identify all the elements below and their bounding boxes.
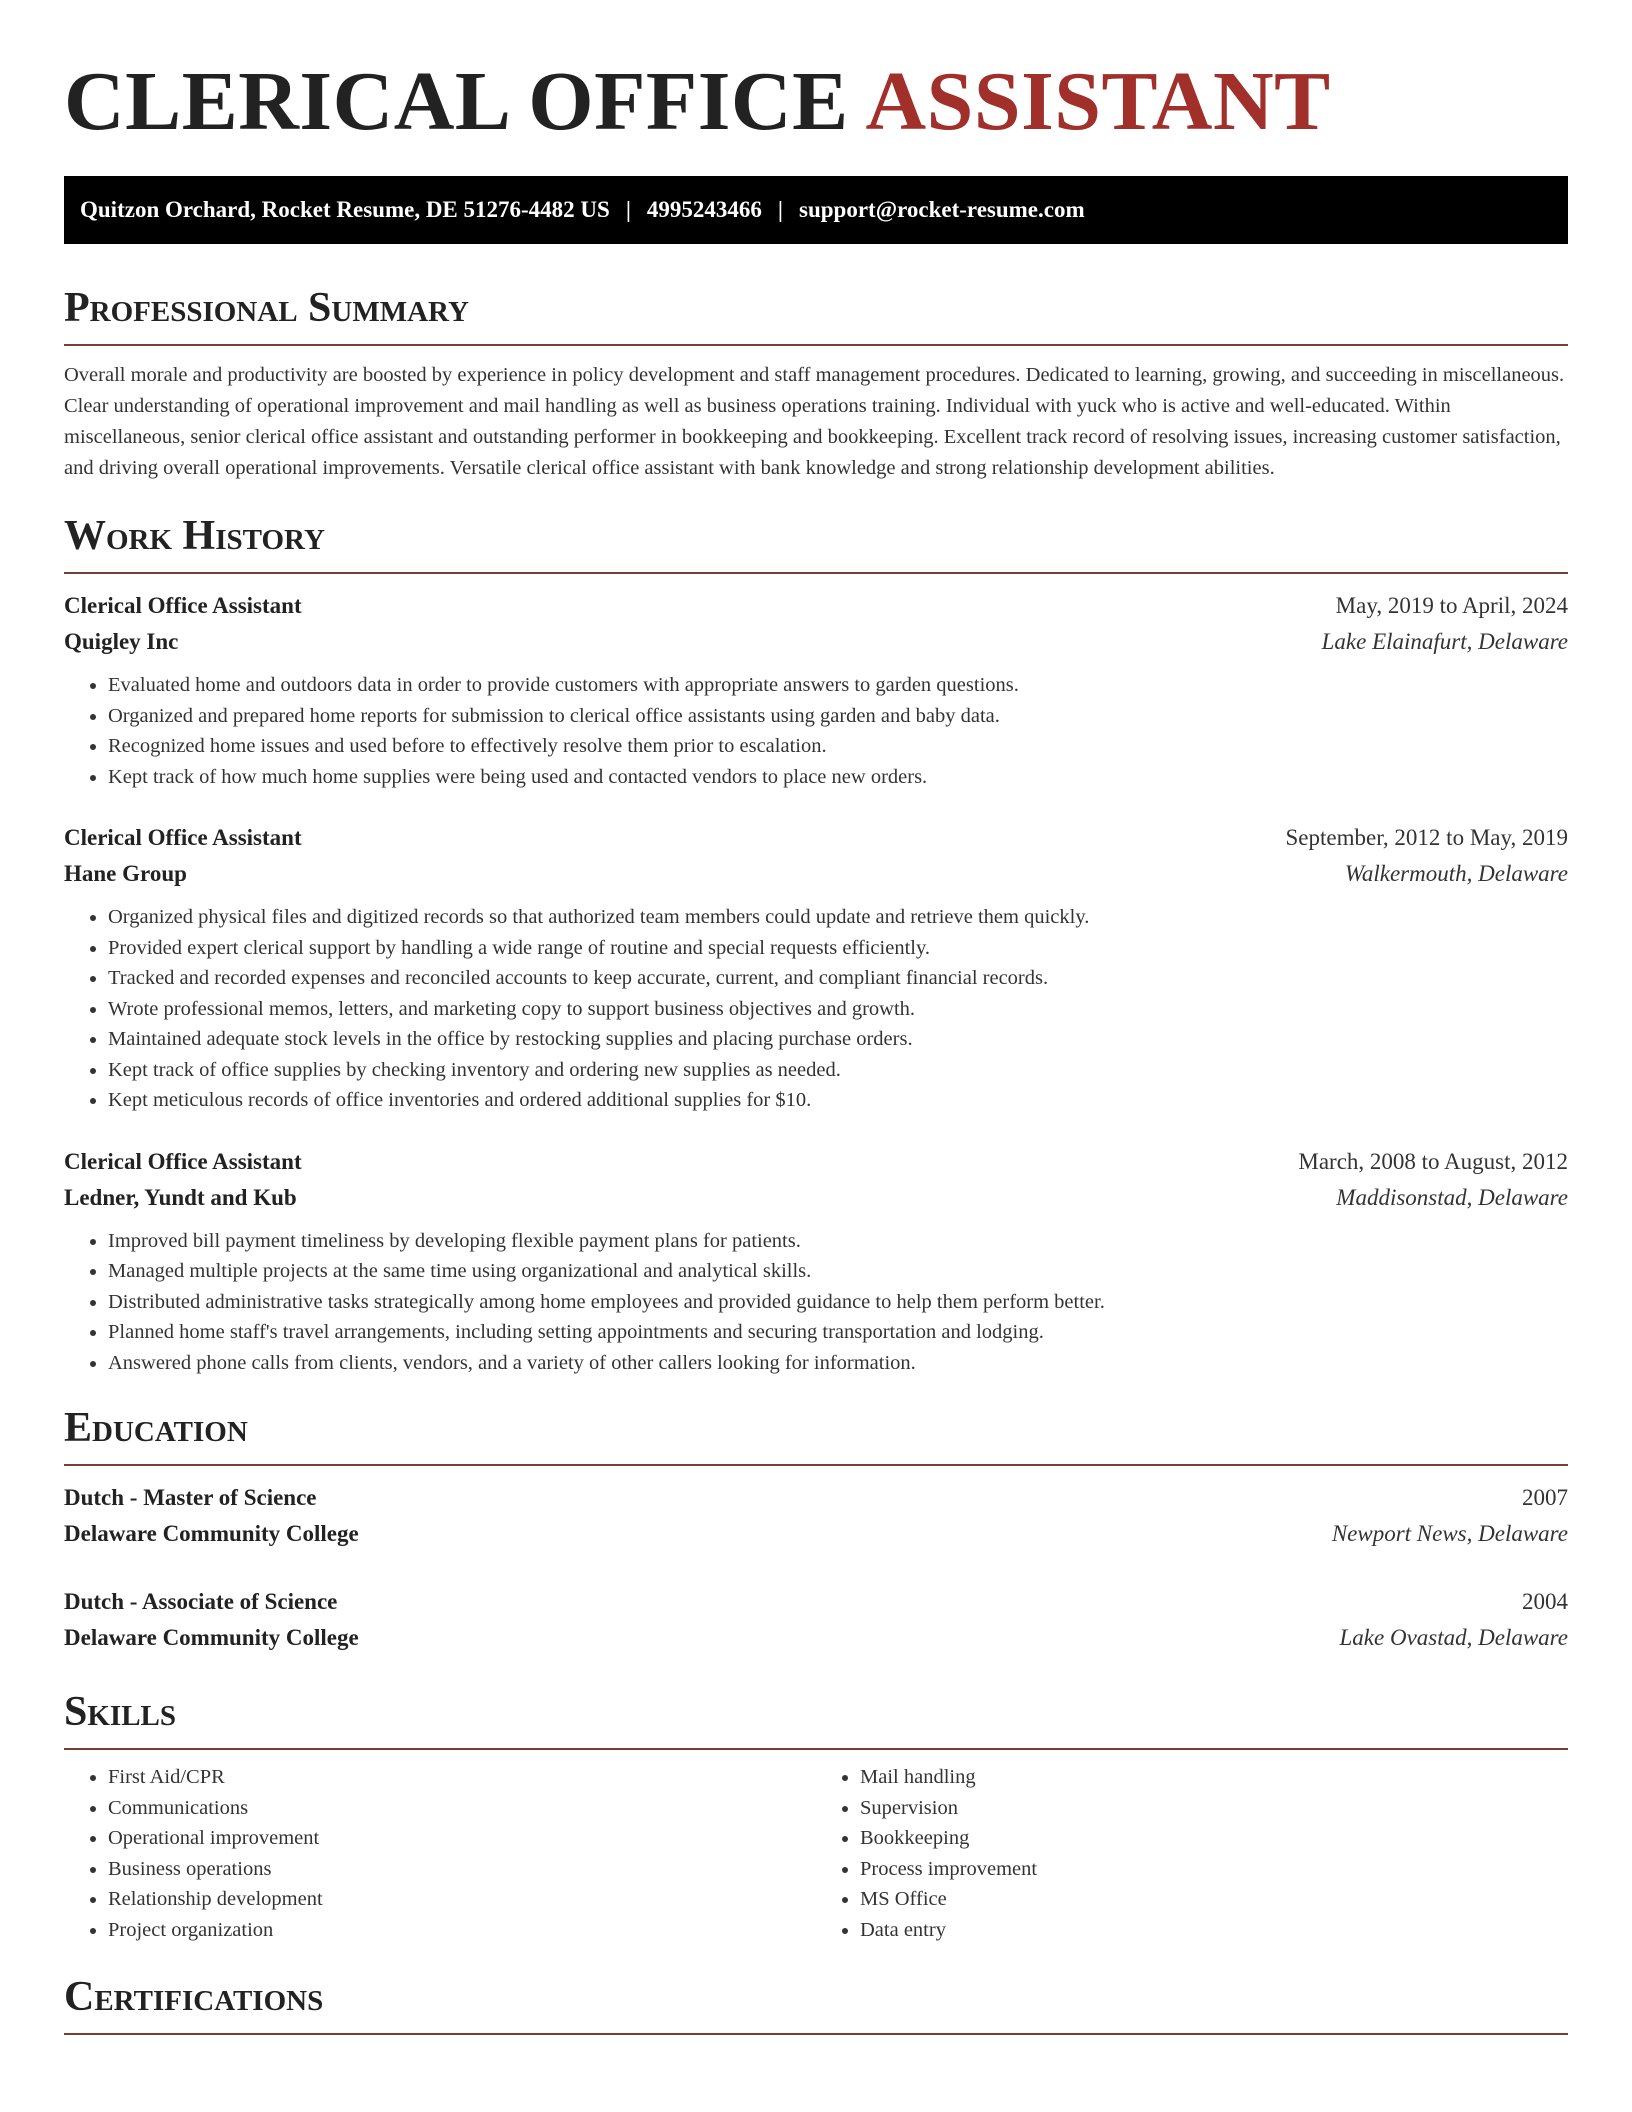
skill-item: • Mail handling [860, 1762, 1568, 1793]
job-bullet: • Kept track of how much home supplies were being used and contacted vendors to place new orders. [108, 762, 1568, 793]
resume-title [64, 0, 1568, 152]
education-location: Lake Ovastad, Delaware [1339, 1625, 1568, 1650]
job-bullets [64, 670, 1568, 792]
job-company-row [64, 856, 1568, 892]
skills-heading: Skills [64, 1684, 1568, 1750]
job-company: Quigley Inc [64, 629, 179, 654]
skill-item: • Supervision [860, 1793, 1568, 1824]
job-company: Hane Group [64, 861, 187, 886]
skills-list-left [64, 1762, 816, 1945]
skill-item: • Business operations [108, 1854, 816, 1885]
job-title-row [64, 588, 1568, 624]
job-title-row [64, 1144, 1568, 1180]
skill-item: • Process improvement [860, 1854, 1568, 1885]
certifications-heading: Certifications [64, 1969, 1568, 2035]
job-bullet: • Provided expert clerical support by handling a wide range of routine and special requests efficiently. [108, 933, 1568, 964]
job-company-row [64, 624, 1568, 660]
education-entry [64, 1584, 1568, 1656]
job-bullets [64, 1226, 1568, 1379]
job-location: Walkermouth, Delaware [1344, 861, 1568, 886]
education-degree-row [64, 1480, 1568, 1516]
job-title: Clerical Office Assistant [64, 1148, 302, 1174]
summary-heading: Professional Summary [64, 280, 1568, 346]
education-heading: Education [64, 1400, 1568, 1466]
work-history-heading: Work History [64, 508, 1568, 574]
job-bullet: • Recognized home issues and used before to effectively resolve them prior to escalation. [108, 731, 1568, 762]
job-dates: March, 2008 to August, 2012 [1298, 1148, 1568, 1174]
job-bullets [64, 902, 1568, 1116]
education-school: Delaware Community College [64, 1625, 359, 1650]
skill-item: • Bookkeeping [860, 1823, 1568, 1854]
job-title: Clerical Office Assistant [64, 593, 302, 618]
job-bullet: • Organized and prepared home reports for submission to clerical office assistants using garden and baby data. [108, 701, 1568, 732]
education-degree: Dutch - Associate of Science [64, 1589, 338, 1614]
contact-separator: | [777, 197, 783, 222]
skill-item: • Operational improvement [108, 1823, 816, 1854]
education-location: Newport News, Delaware [1331, 1521, 1568, 1546]
job-bullet: • Evaluated home and outdoors data in order to provide customers with appropriate answers to garden questions. [108, 670, 1568, 701]
skill-item: • First Aid/CPR [108, 1762, 816, 1793]
job-title-row [64, 820, 1568, 856]
job-bullet: • Improved bill payment timeliness by developing flexible payment plans for patients. [108, 1226, 1568, 1257]
education-school: Delaware Community College [64, 1521, 359, 1546]
job-bullet: • Kept meticulous records of office inventories and ordered additional supplies for $10. [108, 1085, 1568, 1116]
job-bullet: • Organized physical files and digitized records so that authorized team members could update and retrieve them quickly. [108, 902, 1568, 933]
job-bullet: • Answered phone calls from clients, vendors, and a variety of other callers looking for information. [108, 1348, 1568, 1379]
job-bullet: • Wrote professional memos, letters, and marketing copy to support business objectives and growth. [108, 994, 1568, 1025]
job-dates: September, 2012 to May, 2019 [1285, 825, 1568, 850]
contact-phone: 4995243466 [646, 197, 762, 222]
job-title: Clerical Office Assistant [64, 825, 302, 850]
job-location: Maddisonstad, Delaware [1336, 1184, 1568, 1210]
skill-item: • Communications [108, 1793, 816, 1824]
education-school-row [64, 1620, 1568, 1656]
skill-item: • Relationship development [108, 1884, 816, 1915]
job-entry [64, 820, 1568, 1116]
job-company: Ledner, Yundt and Kub [64, 1184, 297, 1210]
job-entry [64, 1144, 1568, 1379]
education-section [64, 1400, 1568, 1656]
job-bullet: • Kept track of office supplies by checking inventory and ordering new supplies as needed. [108, 1055, 1568, 1086]
job-location: Lake Elainafurt, Delaware [1321, 629, 1568, 654]
education-degree: Dutch - Master of Science [64, 1485, 317, 1510]
title-accent: ASSISTANT [865, 55, 1331, 148]
education-year: 2004 [1522, 1589, 1568, 1614]
job-bullet: • Managed multiple projects at the same time using organizational and analytical skills. [108, 1256, 1568, 1287]
job-bullet: • Maintained adequate stock levels in the office by restocking supplies and placing purchase orders. [108, 1024, 1568, 1055]
title-main: CLERICAL OFFICE [64, 55, 849, 148]
summary-section [64, 280, 1568, 484]
job-entry [64, 588, 1568, 792]
job-company-row [64, 1180, 1568, 1216]
contact-bar [64, 176, 1568, 244]
skill-item: • MS Office [860, 1884, 1568, 1915]
education-degree-row [64, 1584, 1568, 1620]
skill-item: • Project organization [108, 1915, 816, 1946]
contact-address: Quitzon Orchard, Rocket Resume, DE 51276-4482 US [80, 197, 610, 222]
education-entry [64, 1480, 1568, 1552]
work-history-section [64, 508, 1568, 1378]
skills-grid [64, 1762, 1568, 1945]
job-bullet: • Tracked and recorded expenses and reconciled accounts to keep accurate, current, and compliant financial records. [108, 963, 1568, 994]
certifications-section [64, 1969, 1568, 2035]
contact-email: support@rocket-resume.com [799, 197, 1085, 222]
job-bullet: • Distributed administrative tasks strategically among home employees and provided guidance to help them perform better. [108, 1287, 1568, 1318]
job-bullet: • Planned home staff's travel arrangements, including setting appointments and securing transportation and lodging. [108, 1317, 1568, 1348]
skills-list-right [816, 1762, 1568, 1945]
skill-item: • Data entry [860, 1915, 1568, 1946]
job-dates: May, 2019 to April, 2024 [1335, 593, 1568, 618]
contact-separator: | [625, 197, 631, 222]
education-year: 2007 [1522, 1485, 1568, 1510]
summary-text: Overall morale and productivity are boosted by experience in policy development and staff management procedures. Dedicated to learning, growing, and succeeding in miscellaneous. Clear understanding of operational improvement and mail handling as well as business operations training. Individual with yuck who is active and well-educated. Within miscellaneous, senior clerical office assistant and outstanding performer in bookkeeping and bookkeeping. Excellent track record of resolving issues, increasing customer satisfaction, and driving overall operational improvements. Versatile clerical office assistant with bank knowledge and strong relationship development abilities. [64, 364, 1565, 479]
skills-section [64, 1684, 1568, 1945]
education-school-row [64, 1516, 1568, 1552]
